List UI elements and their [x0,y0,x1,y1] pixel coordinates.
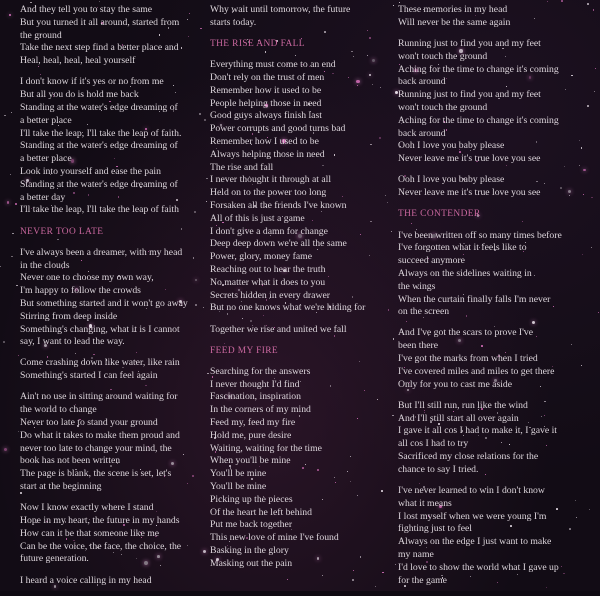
lyric-line: Look into yourself and ease the pain [20,165,161,177]
lyric-line: I heard a voice calling in my head [20,574,152,586]
lyric-line: Everything must come to an end [210,59,336,71]
lyric-line: Feed my, feed my fire [210,417,296,429]
lyric-line: Only for you to cast me aside [398,378,513,390]
lyric-line: Running just to find you and my feet [398,37,541,49]
lyric-line: Will never be the same again [398,16,511,28]
lyric-line: All of this is just a game [210,212,305,224]
star [10,174,11,175]
lyric-line: chance to say I tried. [398,463,479,475]
lyric-line: Always on the edge I just want to make [398,536,552,548]
lyric-line: Remember how I used to be [210,135,319,147]
song-title: NEVER TOO LATE [20,226,104,237]
lyric-stanza [20,391,208,493]
lyric-line: Searching for the answers [210,365,311,377]
lyric-line: Power corrupts and good turns bad [210,123,346,135]
lyric-stanza [398,485,590,587]
lyric-line: Good guys always finish last [210,110,322,122]
lyric-line: Do what it takes to make them proud and [20,429,180,441]
lyric-line: I'd love to show the world what I gave up [398,561,559,573]
lyric-line: And they tell you to stay the same [20,4,153,15]
lyric-line: Never one to choose my own way, [20,272,154,284]
lyric-line: The page is blank, the scene is set, let's [20,468,172,480]
lyric-line: People helping those in need [210,97,322,109]
lyric-line: back around [398,127,446,139]
song-title: FEED MY FIRE [210,345,278,356]
lyric-stanza [20,247,208,349]
lyric-line: a better place [20,114,72,126]
star [99,1,100,2]
lyric-line: never too late to change your mind, the [20,442,172,454]
lyric-line: Held on to the power too long [210,187,327,199]
lyric-line: Picking up the pieces [210,493,293,505]
song-title: THE RISE AND FALL [210,38,305,49]
lyric-line: Fascination, inspiration [210,391,301,403]
lyric-line: I'll take the leap, I'll take the leap of faith. [20,127,182,139]
lyric-line: Forsaken all the friends I've known [210,199,347,211]
star [15,203,17,205]
lyric-line: I've been written off so many times before [398,229,562,241]
lyric-line: But all you do is hold me back [20,89,139,101]
lyric-line: Why wait until tomorrow, the future [210,4,351,15]
lyric-line: the ground [20,29,62,41]
lyric-line: all cos I had to try [398,438,469,450]
star [16,285,17,286]
lyric-line: Reaching out to hear the truth [210,263,326,275]
lyric-line: The rise and fall [210,161,274,173]
lyric-line: Of the heart he left behind [210,506,312,518]
star [595,68,596,69]
star [591,247,592,248]
star [30,2,31,3]
lyric-line: Together we rise and united we fall [210,323,347,335]
star [0,266,1,267]
lyric-line: Can be the voice, the face, the choice, the [20,540,182,552]
lyric-line: Basking in the glory [210,545,289,557]
lyric-line: Take the next step find a better place and [20,42,179,54]
star [18,355,19,356]
lyric-line: Something's started I can feel again [20,370,158,382]
star [7,201,9,203]
lyric-stanza [398,4,590,30]
lyric-line: Never leave me it's true love you see [398,153,541,165]
lyric-line: what it means [398,497,452,509]
lyric-stanza [398,174,590,200]
lyric-line: Hope in my heart, the future in my hands [20,515,180,527]
lyric-line: I'll take the leap, I'll take the leap of faith [20,204,179,216]
lyric-line: my name [398,549,434,561]
lyric-stanza [398,230,590,320]
lyric-line: When the curtain finally falls I'm never [398,293,551,305]
lyric-line: a better place [20,153,72,165]
lyric-line: I don't give a damn for change [210,225,328,237]
lyric-line: But I'll still run, run like the wind [398,399,528,411]
star [352,579,354,581]
lyric-stanza [20,76,208,217]
lyric-line: on the screen [398,306,450,318]
lyric-stanza [20,4,208,68]
lyric-stanza [20,575,208,588]
lyric-line: in the clouds [20,259,70,271]
lyric-line: been there [398,340,439,352]
lyric-line: Standing at the water's edge dreaming of [20,140,178,152]
lyric-stanza [398,38,590,166]
lyric-line: for the game [398,574,447,586]
star [547,1,548,2]
lyric-line: start at the beginning [20,481,102,493]
lyric-line: Sacrificed my close relations for the [398,451,539,463]
star [3,341,5,343]
lyric-line: And I've got the scars to prove I've [398,327,534,339]
lyric-line: Never leave me it's true love you see [398,187,541,199]
lyric-line: This new love of mine I've found [210,532,339,544]
lyric-line: won't touch the ground [398,101,488,113]
star [12,233,14,235]
lyric-line: You'll be mine [210,468,267,480]
lyric-line: Remember how it used to be [210,84,322,96]
lyric-stanza [398,327,590,391]
lyric-line: Always on the sidelines waiting in [398,267,532,279]
lyric-line: How can it be that someone like me [20,527,160,539]
lyric-line: Don't rely on the trust of men [210,71,325,83]
star [561,0,563,2]
lyric-line: When you'll be mine [210,455,291,467]
lyric-line: Ooh I love you baby please [398,140,505,152]
lyric-stanza [210,324,395,337]
lyric-line: I've covered miles and miles to get there [398,365,555,377]
star [399,2,400,3]
lyric-line: starts today. [210,16,257,28]
lyric-line: the wings [398,280,436,292]
lyric-line: Power, glory, money fame [210,251,313,263]
lyric-line: I never thought it through at all [210,174,332,186]
lyric-line: And I'll still start all over again [398,412,519,424]
lyric-line: Masking out the pain [210,557,293,569]
lyric-stanza [398,400,590,477]
lyric-line: fighting just to feel [398,523,472,535]
star [4,115,6,117]
lyric-line: say, I want to lead the way. [20,336,125,348]
lyric-line: I'm happy to follow the crowds [20,285,141,297]
lyric-line: Hold me, pure desire [210,429,292,441]
lyric-line: I never thought I'd find [210,378,300,390]
lyric-line: I've never learned to win I don't know [398,485,545,497]
lyric-stanza [20,502,208,566]
lyric-line: Deep deep down we're all the same [210,238,347,250]
lyric-line: Stirring from deep inside [20,310,118,322]
star [9,14,11,16]
lyric-line: the world to change [20,404,97,416]
lyric-line: Now I know exactly where I stand [20,502,154,514]
lyric-line: Something's changing, what it is I cannot [20,323,180,335]
lyric-line: Aching for the time to change it's coming [398,63,559,75]
star [591,197,593,199]
lyric-line: I don't know if it's yes or no from me [20,76,164,88]
lyric-line: Standing at the water's edge dreaming of [20,178,178,190]
lyric-line: Come crashing down like water, like rain [20,357,180,369]
lyric-line: Heal, heal, heal, heal yourself [20,55,136,67]
lyrics-column-2 [210,4,395,579]
song-title: THE CONTENDER [398,209,481,220]
lyric-line: I've always been a dreamer, with my head [20,246,183,258]
lyric-line: In the corners of my mind [210,404,311,416]
lyric-line: Never too late to stand your ground [20,417,158,429]
lyric-line: future generation. [20,553,89,565]
lyric-line: But you turned it all around, started from [20,16,180,28]
lyric-line: No matter what it does to you [210,276,326,288]
lyric-line: I've forgotten what it feels like to [398,242,527,254]
lyric-line: Put me back together [210,519,293,531]
star [598,312,599,313]
lyric-line: succeed anymore [398,255,465,267]
star [593,9,595,11]
lyric-line: These memories in my head [398,4,508,15]
lyrics-column-3 [398,4,590,596]
star [18,431,19,432]
lyric-line: Ain't no use in sitting around waiting for [20,391,178,403]
lyric-line: I've got the marks from when I tried [398,353,538,365]
lyric-line: I lost myself when we were young I'm [398,510,547,522]
lyric-stanza [20,357,208,383]
lyric-line: Running just to find you and my feet [398,89,541,101]
lyric-line: Ooh I love you baby please [398,174,505,186]
star [11,112,12,113]
lyric-line: won't touch the ground [398,50,488,62]
lyrics-column-1 [20,4,208,596]
star [4,448,7,451]
lyric-line: Standing at the water's edge dreaming of [20,101,178,113]
lyric-line: But no one knows what we're hiding for [210,302,366,314]
lyric-line: back around [398,76,446,88]
lyric-line: Aching for the time to change it's coming [398,114,559,126]
star [594,91,595,92]
star [11,256,13,258]
lyric-line: Always helping those in need [210,148,325,160]
lyric-stanza [210,59,395,315]
lyric-stanza [210,366,395,571]
lyric-line: You'll be mine [210,481,267,493]
lyric-stanza [210,4,395,30]
lyric-line: Secrets hidden in every drawer [210,289,330,301]
lyric-line: a better day [20,191,66,203]
lyric-line: But something started and it won't go away [20,297,188,309]
lyric-line: Waiting, waiting for the time [210,442,322,454]
star [375,586,376,587]
lyric-line: I gave it all cos I had to make it, I gave it [398,425,557,437]
lyric-line: book has not been written [20,455,121,467]
